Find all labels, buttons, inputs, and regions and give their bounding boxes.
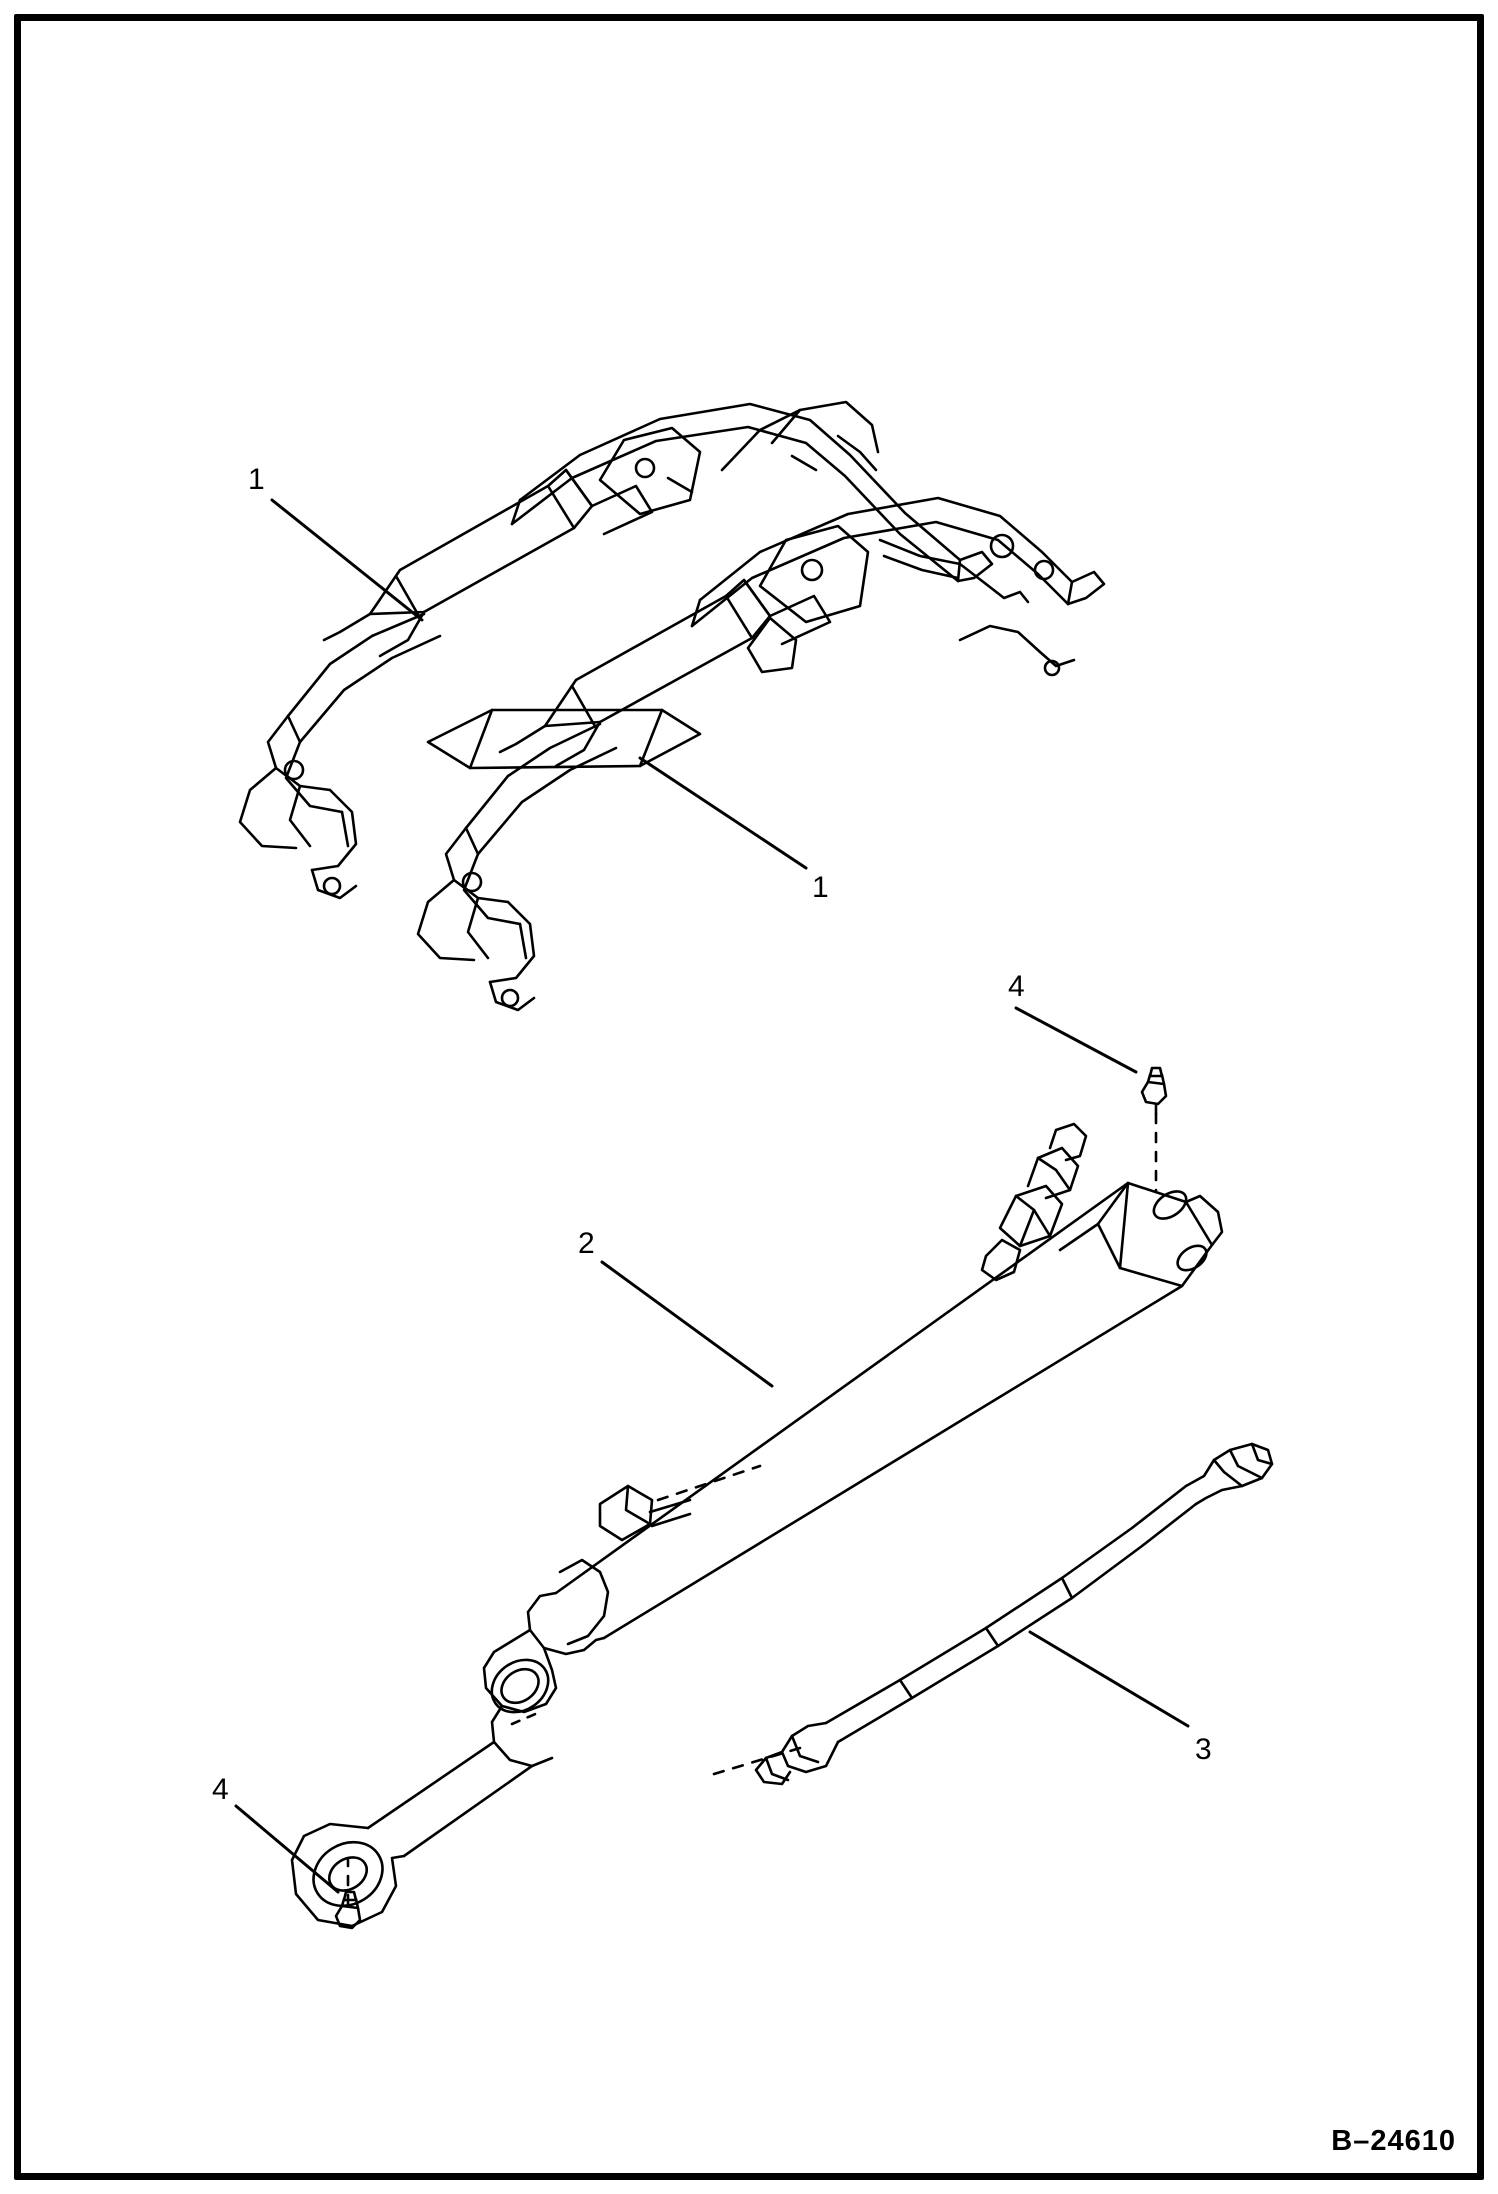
callout-leader-lines	[236, 500, 1188, 1892]
grease-fitting-lower-illustration	[336, 1860, 360, 1928]
callout-1-upper: 1	[248, 463, 266, 496]
drawing-code-label: B–24610	[1331, 2125, 1456, 2157]
callout-4-lower: 4	[212, 1773, 230, 1806]
callout-3: 3	[1195, 1733, 1213, 1766]
boom-arm-assembly-illustration	[240, 402, 1104, 1010]
callout-2: 2	[578, 1227, 596, 1260]
hydraulic-cylinder-illustration	[292, 1124, 1222, 1926]
callout-4-upper: 4	[1008, 970, 1026, 1003]
grease-fitting-upper-illustration	[1142, 1068, 1166, 1192]
callout-1-lower: 1	[812, 871, 830, 904]
hydraulic-hose-illustration	[714, 1444, 1272, 1784]
